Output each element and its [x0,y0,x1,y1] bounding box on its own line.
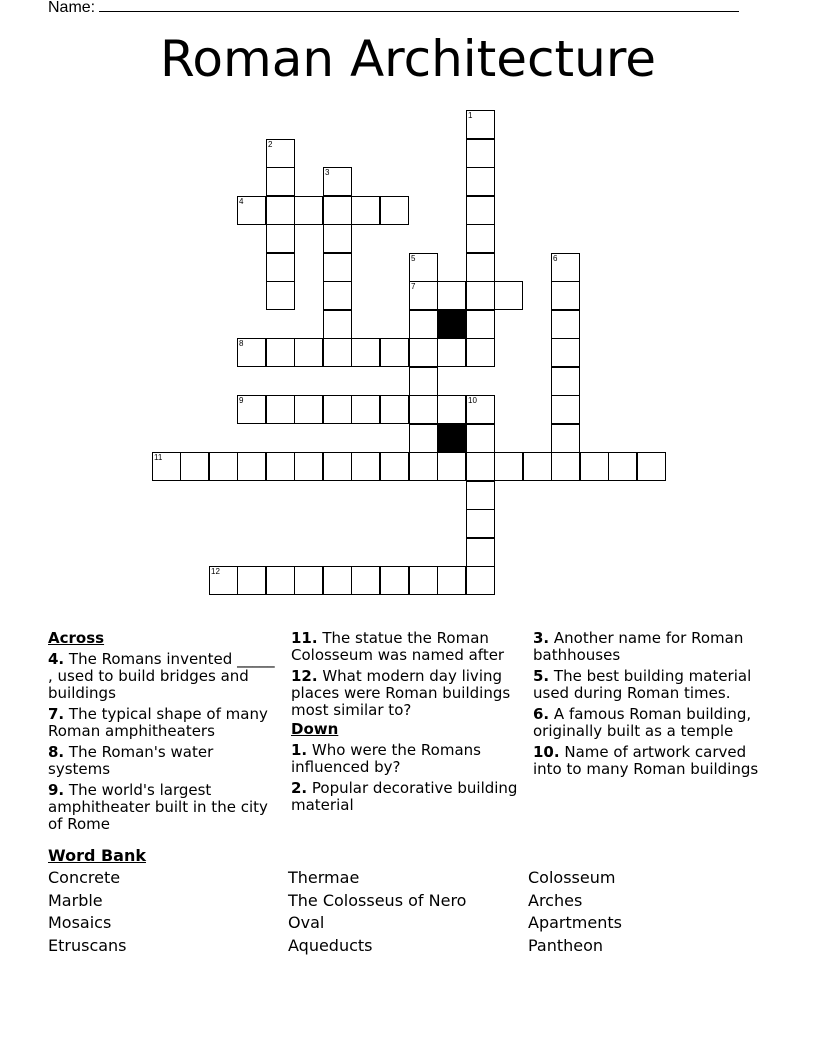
grid-cell[interactable] [323,310,352,339]
word-bank-item: Pantheon [528,935,604,955]
grid-cell[interactable] [294,566,323,595]
clue-item [48,651,276,702]
word-bank-item: Thermae [288,868,360,887]
grid-cell[interactable] [323,281,352,310]
grid-cell[interactable] [551,338,580,367]
grid-cell[interactable] [551,281,580,310]
grid-cell[interactable] [409,367,438,396]
word-bank-item: Apartments [528,913,622,932]
grid-cell[interactable] [466,253,495,282]
grid-cell[interactable] [466,566,495,595]
grid-cell[interactable] [466,452,495,481]
grid-cell[interactable] [294,338,323,367]
grid-cell[interactable] [266,281,295,310]
word-bank-item: Mosaics [48,913,112,932]
clue-number-label: 1. [291,741,308,759]
grid-cell[interactable] [266,196,295,225]
clue-number-label: 5. [533,667,550,685]
clue-number-label: 6. [533,705,550,723]
clue-number: 11 [154,453,163,462]
grid-cell[interactable] [551,310,580,339]
clues-column-3 [533,628,761,778]
grid-cell[interactable] [351,452,380,481]
word-bank-item: Arches [528,890,583,910]
clue-number-label: 11. [291,629,318,647]
grid-cell[interactable] [266,452,295,481]
grid-cell[interactable] [551,367,580,396]
clue-text: The typical shape of many Roman amphitheaters [48,705,268,740]
clue-text: The world's largest amphitheater built in the city of Rome [48,781,268,833]
clue-text: Name of artwork carved into to many Roman buildings [533,743,759,778]
grid-cell[interactable] [466,481,495,510]
word-bank-item: Oval [288,913,325,932]
grid-cell[interactable] [494,281,523,310]
grid-cell[interactable] [380,395,409,424]
grid-cell[interactable] [266,253,295,282]
clues-column-1 [48,628,276,833]
grid-cell[interactable] [437,452,466,481]
clue-item [533,744,761,778]
grid-cell[interactable] [466,509,495,538]
clue-item [291,668,519,719]
clue-number: 6 [553,254,558,263]
clue-number-label: 3. [533,629,550,647]
grid-cell[interactable] [323,395,352,424]
grid-cell[interactable] [494,452,523,481]
grid-cell[interactable] [551,452,580,481]
grid-cell[interactable] [323,253,352,282]
grid-cell[interactable] [266,224,295,253]
grid-cell[interactable] [409,310,438,339]
grid-cell[interactable] [466,338,495,367]
clue-text: What modern day living places were Roman buildings most similar to? [291,667,511,719]
grid-cell[interactable] [294,452,323,481]
clue-text: The Roman's water systems [48,743,214,778]
across-heading: Across [48,629,105,647]
clue-text: Who were the Romans influenced by? [291,741,481,776]
clue-text: The Romans invented _____ , used to build bridges and buildings [48,650,275,702]
grid-cell[interactable] [237,452,266,481]
clue-item [291,742,519,776]
grid-cell[interactable] [351,395,380,424]
clue-item [291,630,519,664]
grid-cell[interactable] [323,566,352,595]
page-title: Roman Architecture [159,30,657,88]
clues-column-2 [291,628,519,814]
grid-cell[interactable] [580,452,609,481]
clue-number-label: 12. [291,667,318,685]
grid-cell[interactable] [466,167,495,196]
word-bank-item: The Colosseus of Nero [288,890,467,910]
clue-item [48,706,276,740]
clue-number-label: 2. [291,779,308,797]
clue-number-label: 8. [48,743,65,761]
grid-cell[interactable] [380,196,409,225]
grid-cell[interactable] [237,566,266,595]
grid-cell[interactable] [466,310,495,339]
grid-cell[interactable] [466,224,495,253]
clue-item [48,782,276,833]
clue-item [533,668,761,702]
grid-cell[interactable] [437,395,466,424]
grid-cell[interactable] [209,452,238,481]
clue-number: 5 [411,254,416,263]
grid-cell[interactable] [409,424,438,453]
clue-text: The best building material used during Roman times. [533,667,752,702]
clue-item [291,780,519,814]
grid-cell[interactable] [294,196,323,225]
word-bank-item: Marble [48,890,103,910]
clue-number: 10 [468,396,477,405]
grid-cell[interactable] [466,281,495,310]
grid-cell[interactable] [466,139,495,168]
grid-cell[interactable] [466,538,495,567]
black-cell [437,424,466,453]
word-bank-title: Word Bank [48,846,147,865]
grid-cell[interactable] [180,452,209,481]
grid-cell[interactable] [409,566,438,595]
grid-cell[interactable] [637,452,666,481]
clue-number: 1 [468,111,473,120]
clue-number-label: 9. [48,781,65,799]
grid-cell[interactable] [437,566,466,595]
word-bank-item: Aqueducts [288,935,373,955]
grid-cell[interactable] [323,338,352,367]
grid-cell[interactable] [323,224,352,253]
grid-cell[interactable] [437,281,466,310]
grid-cell[interactable] [266,167,295,196]
grid-cell[interactable] [351,566,380,595]
clue-number: 12 [211,567,220,576]
grid-cell[interactable] [351,196,380,225]
grid-cell[interactable] [266,395,295,424]
clue-number-label: 4. [48,650,65,668]
grid-cell[interactable] [409,395,438,424]
clue-item [48,744,276,778]
grid-cell[interactable] [551,424,580,453]
grid-cell[interactable] [466,424,495,453]
grid-cell[interactable] [409,338,438,367]
grid-cell[interactable] [266,338,295,367]
word-bank-item: Concrete [48,868,121,887]
grid-cell[interactable] [351,338,380,367]
grid-cell[interactable] [266,566,295,595]
clue-number: 8 [239,339,244,348]
clue-text: A famous Roman building, originally built as a temple [533,705,752,740]
black-cell [437,310,466,339]
clue-number: 7 [411,282,416,291]
grid-cell[interactable] [380,452,409,481]
clue-number-label: 10. [533,743,560,761]
clue-item [533,706,761,740]
clue-item [533,630,761,664]
name-label: Name: [48,0,96,16]
grid-cell[interactable] [323,196,352,225]
clue-text: Popular decorative building material [291,779,518,814]
word-bank-item: Colosseum [528,868,616,887]
clue-number: 9 [239,396,244,405]
grid-cell[interactable] [294,395,323,424]
grid-cell[interactable] [323,452,352,481]
word-bank-item: Etruscans [48,935,127,955]
grid-cell[interactable] [466,196,495,225]
grid-cell[interactable] [551,395,580,424]
grid-cell[interactable] [409,452,438,481]
clue-text: Another name for Roman bathhouses [533,629,744,664]
grid-cell[interactable] [523,452,552,481]
grid-cell[interactable] [608,452,637,481]
clue-number: 4 [239,197,244,206]
grid-cell[interactable] [437,338,466,367]
clue-number: 3 [325,168,330,177]
grid-cell[interactable] [380,338,409,367]
down-heading: Down [291,720,339,738]
clue-number-label: 7. [48,705,65,723]
grid-cell[interactable] [380,566,409,595]
clue-text: The statue the Roman Colosseum was named after [291,629,505,664]
clue-number: 2 [268,140,273,149]
